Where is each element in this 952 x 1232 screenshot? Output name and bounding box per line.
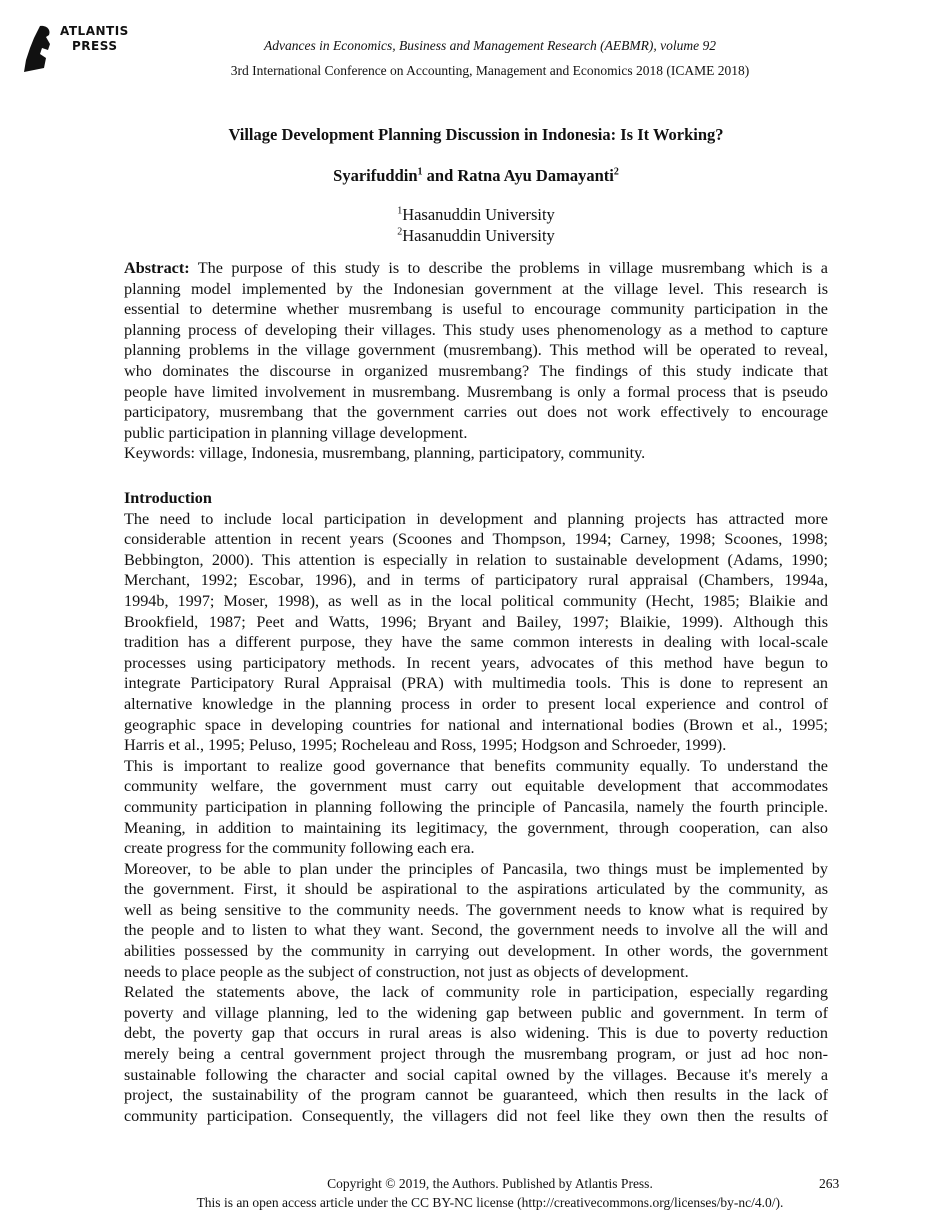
text-line: Moreover, to be able to plan under the principles of Pancasila, two things must be implemented by [124,859,828,878]
text-line: essential to determine whether musrembang is useful to encourage community participation in the [124,300,828,319]
text-line: tradition has a different purpose, they have the same common interests in dealing with local-scale [124,633,828,652]
text-line: considerable attention in recent years (Scoones and Thompson, 1994; Carney, 1998; Scoones, 1998; [124,530,828,549]
text-line: 1994b, 1997; Moser, 1998), as well as in the local political community (Hecht, 1985; Blaikie and [124,591,828,610]
license-notice: This is an open access article under the CC BY-NC license (http://creativecommons.org/licenses/by-nc/4.0/). [196,1195,784,1210]
text-line: sustainable following the character and social capital owned by the villages. Because it's merely a [124,1065,828,1084]
text-line: integrate Participatory Rural Appraisal (PRA) with multimedia tools. This is done to represent an [124,674,828,693]
abstract [124,258,828,464]
text-line: community participation. Consequently, the villagers did not feel like they own then the results of [124,1106,828,1125]
authors [0,166,952,186]
text-line: the government. First, it should be aspirational to the aspirations articulated by the community, as [124,880,828,899]
abstract-label: Abstract: [124,259,190,277]
text-line: The need to include local participation in development and planning projects has attracted more [124,509,828,528]
abstract-text: The purpose of this study is to describe the problems in village musrembang which is a [189,259,828,277]
affiliation-sup: 2 [397,226,403,238]
text-line: public participation in planning village development. [124,423,468,442]
introduction-section [124,488,828,1126]
affiliation-name: Hasanuddin University [402,205,555,224]
text-line: planning model implemented by the Indonesian government at the village level. This research is [124,279,828,298]
text-line: alternative knowledge in the planning process in order to present local experience and control of [124,694,828,713]
affiliation [0,205,952,225]
text-line: abilities possessed by the community in carrying out development. In other words, the government [124,942,828,961]
text-line: This is important to realize good governance that benefits community equally. To understand the [124,756,828,775]
text-line: merely being a central government project through the musrembang program, or just ad hoc non- [124,1045,828,1064]
text-line: planning problems in the village government (musrembang). This method will be operated to reveal, [124,341,828,360]
text-line: processes using participatory methods. In recent years, advocates of this method have begun to [124,653,828,672]
text-line: participatory, musrembang that the government carries out does not work effectively to encourage [124,403,828,422]
paragraph [124,756,828,859]
text-line: Brookfield, 1987; Peet and Watts, 1996; Bryant and Bailey, 1997; Blaikie, 1999). Although this [124,612,828,631]
text-line: needs to place people as the subject of construction, not just as objects of development. [124,962,689,981]
text-line: Related the statements above, the lack of community role in participation, especially regarding [124,983,828,1002]
logo-text-press: PRESS [72,39,118,53]
text-line: Meaning, in addition to maintaining its legitimacy, the government, through cooperation, can also [124,818,828,837]
text-line: Bebbington, 2000). This attention is especially in relation to sustainable development (Adams, 1990; [124,550,828,569]
text-line: geographic space in developing countries for national and international bodies (Brown et al., 1995; [124,715,828,734]
paragraph [124,982,828,1126]
text-line: poverty and village planning, led to the widening gap between public and government. In term of [124,1003,828,1022]
paragraph [124,859,828,983]
author-name: Syarifuddin [333,166,418,185]
text-line: the people and to listen to what they want. Second, the government needs to involve all the will and [124,921,828,940]
text-line: Merchant, 1992; Escobar, 1996), and in terms of participatory rural appraisal (Chambers, 1994a, [124,571,828,590]
logo-text-atlantis: ATLANTIS [60,24,129,38]
author-sup: 1 [417,166,423,178]
text-line: who dominates the discourse in organized musrembang? The findings of this study indicate that [124,361,828,380]
text-line: well as being sensitive to the community needs. The government needs to know what is required by [124,900,828,919]
text-line: community welfare, the government must carry out equitable development that accommodates [124,777,828,796]
affiliation-sup: 1 [397,205,403,217]
text-line: debt, the poverty gap that occurs in rural areas is also widening. This is due to poverty reduction [124,1024,828,1043]
affiliation [0,226,952,246]
paragraph [124,509,828,756]
author-sep: and [422,166,458,185]
copyright-notice: Copyright © 2019, the Authors. Published by Atlantis Press. [327,1176,653,1191]
section-heading: Introduction [124,489,212,507]
text-line: people have limited involvement in musrembang. Musrembang is only a formal process that is pseudo [124,382,828,401]
text-line: project, the sustainability of the program cannot be guaranteed, which then results in the lack of [124,1086,828,1105]
author-sup: 2 [613,166,619,178]
text-line: Harris et al., 1995; Peluso, 1995; Rocheleau and Ross, 1995; Hodgson and Schroeder, 1999). [124,736,727,755]
text-line: planning process of developing their villages. This study uses phenomenology as a method to capture [124,320,828,339]
text-line [124,258,828,279]
page-number: 263 [819,1176,840,1191]
text-line: Keywords: village, Indonesia, musrembang, planning, participatory, community. [124,444,646,463]
conference-header: 3rd International Conference on Accounting, Management and Economics 2018 (ICAME 2018) [230,63,750,78]
text-line: community participation in planning following the principle of Pancasila, namely the fourth principle. [124,797,828,816]
affiliation-name: Hasanuddin University [402,226,555,245]
author-name: Ratna Ayu Damayanti [457,166,614,185]
series-header: Advances in Economics, Business and Management Research (AEBMR), volume 92 [264,38,716,53]
paper-title: Village Development Planning Discussion in Indonesia: Is It Working? [228,125,724,144]
text-line: create progress for the community following each era. [124,839,475,858]
